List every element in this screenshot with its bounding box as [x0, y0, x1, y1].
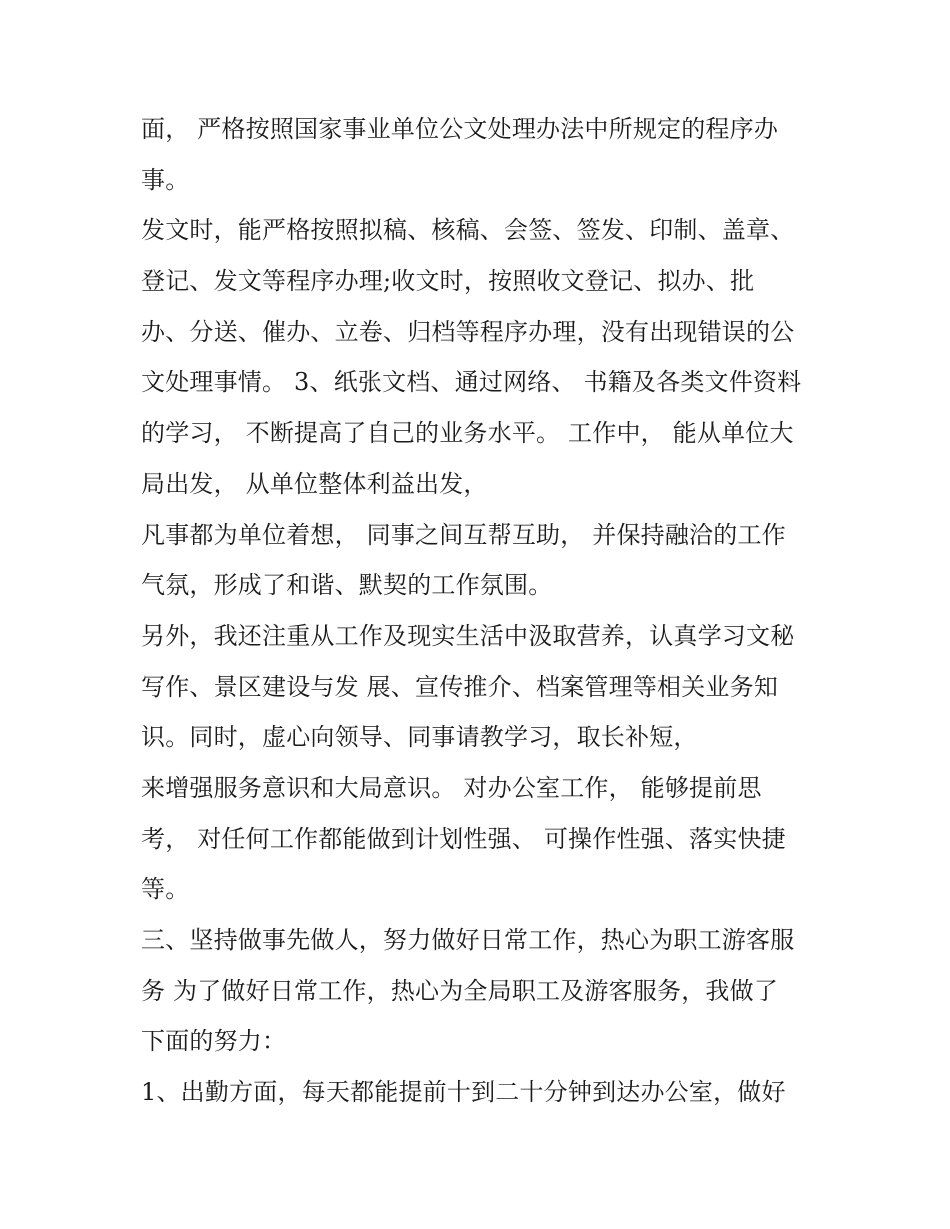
- text-line-11: 另外，我还注重从工作及现实生活中汲取营养，认真学习文秘: [141, 621, 795, 650]
- text-line-2: 事。: [141, 165, 190, 194]
- text-line-17: 三、坚持做事先做人，努力做好日常工作，热心为职工游客服: [141, 926, 795, 954]
- text-line-14: 来增强服务意识和大局意识。 对办公室工作， 能够提前思: [141, 773, 762, 802]
- text-line-5: 办、分送、催办、立卷、归档等程序办理，没有出现错误的公: [141, 317, 795, 346]
- text-line-13: 识。同时，虚心向领导、同事请教学习，取长补短，: [141, 723, 698, 752]
- text-line-18: 务 为了做好日常工作，热心为全局职工及游客服务，我做了: [141, 976, 779, 1005]
- text-line-4: 登记、发文等程序办理;收文时，按照收文登记、拟办、批: [141, 267, 755, 296]
- text-line-15: 考， 对任何工作都能做到计划性强、 可操作性强、落实快捷: [141, 824, 786, 853]
- text-line-3: 发文时，能严格按照拟稿、核稿、会签、签发、印制、盖章、: [141, 216, 795, 245]
- text-line-9: 凡事都为单位着想， 同事之间互帮互助， 并保持融洽的工作: [141, 520, 786, 549]
- text-line-16: 等。: [141, 875, 190, 904]
- text-line-6: 文处理事情。 3、纸张文档、通过网络、 书籍及各类文件资料: [141, 368, 802, 397]
- text-line-10: 气氛，形成了和谐、默契的工作氛围。: [141, 571, 553, 600]
- text-line-12: 写作、景区建设与发 展、宣传推介、档案管理等相关业务知: [141, 672, 779, 701]
- document-body: [141, 104, 831, 1118]
- text-line-1: 面， 严格按照国家事业单位公文处理办法中所规定的程序办: [141, 115, 779, 143]
- text-line-8: 局出发， 从单位整体利益出发，: [141, 469, 488, 498]
- text-line-19: 下面的努力：: [141, 1027, 287, 1056]
- text-line-7: 的学习， 不断提高了自己的业务水平。 工作中， 能从单位大: [141, 419, 794, 448]
- text-line-20: 1、出勤方面，每天都能提前十到二十分钟到达办公室，做好: [141, 1078, 786, 1107]
